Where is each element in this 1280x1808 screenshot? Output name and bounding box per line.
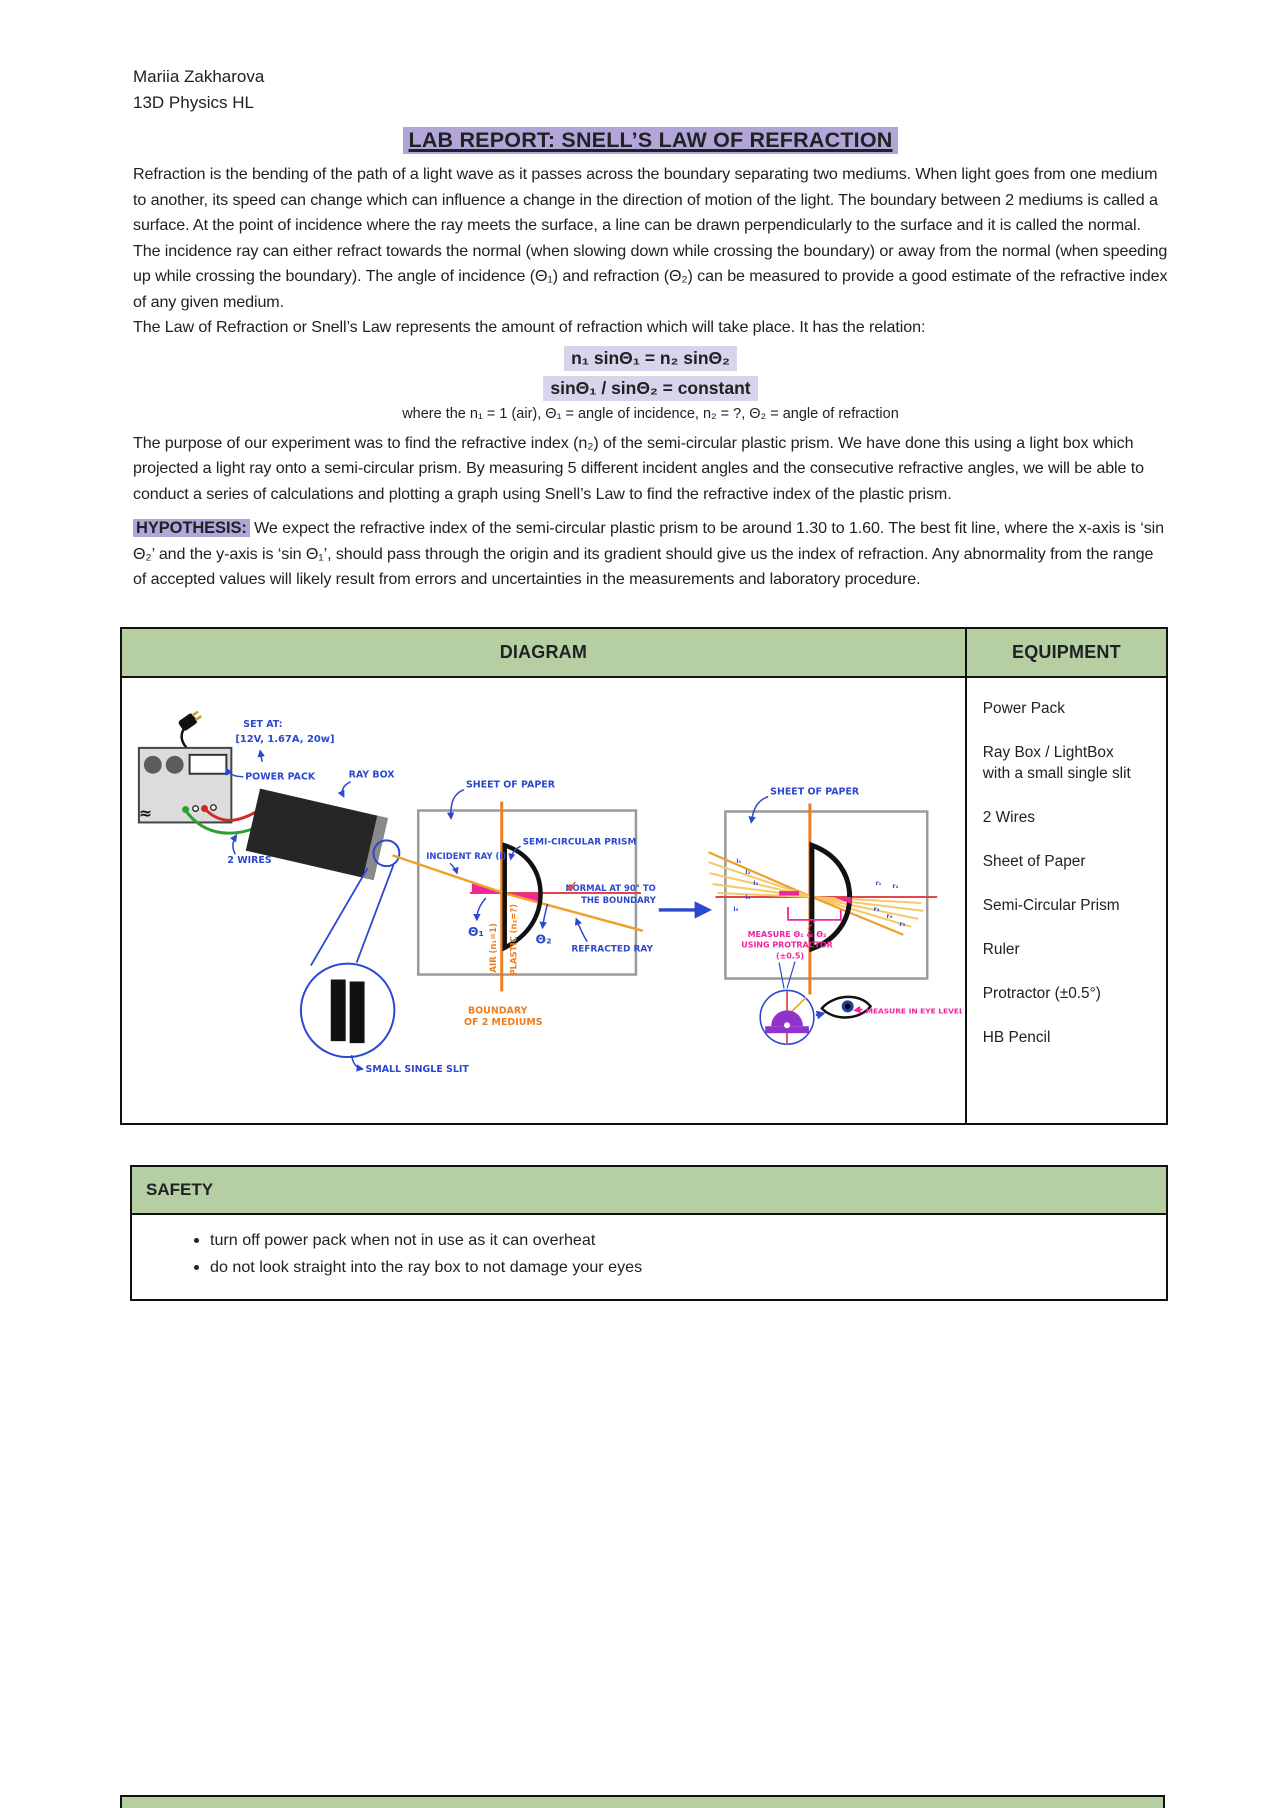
diagram-header: DIAGRAM — [121, 628, 966, 677]
ray-label-r1: r₁ — [875, 878, 882, 887]
small-single-slit-label: SMALL SINGLE SLIT — [365, 1063, 469, 1075]
hypothesis-text: We expect the refractive index of the semi-circular plastic prism to be around 1.30 to 1.60. The best fit line, where the x-axis is ‘sin Θ₂’ and the y-axis is ‘sin Θ₁’, should pass through the origin and its gradient should give us the index of refraction. Any abnormality from the range of accepted values will likely result from errors and uncertainties in the measurements and laboratory procedure. — [133, 519, 1164, 588]
equipment-item: Protractor (±0.5°) — [982, 984, 1101, 1002]
equipment-item: Ray Box / LightBox with a small single slit — [982, 743, 1131, 782]
ray-label-i1: i₁ — [736, 856, 742, 865]
terminal — [193, 805, 199, 811]
plastic-label: PLASTIC (n₂=?) — [508, 903, 519, 976]
diagram-cell — [121, 677, 966, 1124]
power-pack-display — [190, 754, 227, 773]
ray-label-i2: i₂ — [745, 867, 751, 876]
diagram-equipment-table — [120, 627, 1168, 1125]
protractor-origin — [784, 1022, 790, 1028]
power-pack-knob — [144, 755, 162, 773]
next-section-header-partial — [120, 1795, 1165, 1808]
snells-law-formula: n₁ sinΘ₁ = n₂ sinΘ₂ — [564, 346, 737, 371]
slit-plate-left — [331, 979, 346, 1041]
formula-row-1 — [133, 346, 1168, 371]
hypothesis-paragraph — [133, 516, 1168, 593]
theta2-label: Θ₂ — [535, 931, 552, 947]
purpose-paragraph: The purpose of our experiment was to find the refractive index (n₂) of the semi-circular plastic prism. We have done this using a light box which projected a light ray onto a semi-circular prism. By measuring 5 different incident angles and the consecutive refractive angles, we will be able to conduct a series of calculations and plotting a graph using Snell’s Law to find the refractive index of the plastic prism. — [133, 433, 1144, 503]
ray-label-r4: r₄ — [886, 911, 893, 920]
formula-row-2 — [133, 376, 1168, 401]
magnifier-line — [311, 868, 368, 965]
eye-level-label: MEASURE IN EYE LEVEL — [865, 1005, 962, 1015]
arrow-to-eye — [816, 1013, 824, 1015]
arrow — [233, 835, 237, 854]
plug-icon — [177, 708, 203, 731]
ray-label-r2: r₂ — [892, 881, 899, 890]
arrow — [855, 1009, 863, 1010]
refracted-ray-label: REFRACTED RAY — [571, 944, 653, 955]
equipment-item: Power Pack — [982, 699, 1065, 717]
formula-legend: where the n₁ = 1 (air), Θ₁ = angle of incidence, n₂ = ?, Θ₂ = angle of refraction — [402, 405, 899, 422]
power-pack-label: POWER PACK — [245, 771, 316, 783]
ray-box — [246, 788, 388, 880]
ray-label-r3: r₃ — [873, 904, 880, 913]
constant-formula: sinΘ₁ / sinΘ₂ = constant — [543, 376, 757, 401]
normal-label-2: THE BOUNDARY — [581, 894, 656, 905]
magnifier-line — [357, 865, 394, 962]
safety-body — [131, 1214, 1167, 1300]
prism-label: SEMI-CIRCULAR PRISM — [522, 836, 637, 847]
boundary-label-2: OF 2 MEDIUMS — [463, 1016, 543, 1028]
sheet-of-paper-label-1: SHEET OF PAPER — [465, 779, 556, 791]
law-paragraph: The Law of Refraction or Snell’s Law represents the amount of refraction which will take place. It has the relation: — [133, 318, 926, 336]
set-at-label: SET AT: — [243, 718, 283, 730]
two-wires-label: 2 WIRES — [227, 854, 272, 866]
slit-plate-right — [350, 981, 365, 1043]
slit-zoom-circle — [301, 963, 394, 1056]
safety-table — [130, 1165, 1168, 1301]
measure-protractor-label-2: USING PROTRACTOR — [741, 940, 833, 950]
title-row — [133, 128, 1168, 153]
course-name: 13D Physics HL — [133, 93, 254, 112]
ray-label-i3: i₃ — [753, 878, 759, 887]
lab-setup-diagram — [122, 678, 962, 1118]
power-pack-knob — [166, 755, 184, 773]
ray-label-r5: r₅ — [899, 919, 906, 928]
arrow — [260, 750, 262, 761]
equipment-item: Semi-Circular Prism — [982, 896, 1120, 914]
sheet-of-paper-label-2: SHEET OF PAPER — [770, 786, 860, 798]
equipment-header: EQUIPMENT — [966, 628, 1167, 677]
terminal — [211, 804, 217, 810]
ray-label-i5: i₅ — [733, 904, 739, 913]
arrow — [342, 781, 350, 796]
safety-header: SAFETY — [131, 1166, 1167, 1214]
ray-label-i4: i₄ — [745, 892, 751, 901]
safety-list — [210, 1227, 1146, 1281]
equipment-item: Sheet of Paper — [982, 852, 1086, 870]
air-label: AIR (n₁=1) — [487, 922, 498, 973]
equipment-cell — [966, 677, 1167, 1124]
measure-protractor-label-3: (±0.5) — [776, 951, 805, 961]
ac-symbol: ≈ — [138, 802, 153, 822]
set-at-value: [12V, 1.67A, 20w] — [235, 733, 335, 745]
hypothesis-label: HYPOTHESIS: — [133, 519, 250, 537]
equipment-item: 2 Wires — [982, 808, 1035, 826]
author-name: Mariia Zakharova — [133, 67, 265, 86]
ray-box-label: RAY BOX — [348, 769, 395, 781]
normal-label-1: NORMAL AT 90° TO — [565, 882, 656, 893]
equipment-item: Ruler — [982, 940, 1020, 958]
safety-bullet: • turn off power pack when not in use as it can overheat — [210, 1227, 1146, 1254]
measure-protractor-label-1: MEASURE Θ₁ & Θ₂ — [747, 929, 827, 939]
boundary-label-1: BOUNDARY — [467, 1004, 528, 1016]
angle-marker-pink — [779, 891, 799, 895]
theta1-label: Θ₁ — [467, 923, 484, 939]
equipment-item: HB Pencil — [982, 1028, 1051, 1046]
safety-bullet: • do not look straight into the ray box to not damage your eyes — [210, 1254, 1146, 1281]
eye-pupil — [845, 1003, 851, 1009]
page-title: LAB REPORT: SNELL’S LAW OF REFRACTION — [403, 127, 899, 154]
incident-ray-label: INCIDENT RAY (i) — [426, 850, 507, 861]
intro-paragraph: Refraction is the bending of the path of a light wave as it passes across the boundary separating two mediums. When light goes from one medium to another, its speed can change which can influence a change in the direction of motion of the light. The boundary between 2 mediums is called a surface. At the point of incidence where the ray meets the surface, a line can be drawn perpendicularly to the surface and it is called the normal. The incidence ray can either refract towards the normal (when slowing down while crossing the boundary) or away from the normal (when speeding up while crossing the boundary). The angle of incidence (Θ₁) and refraction (Θ₂) can be measured to provide a good estimate of the refractive index of any given medium. — [133, 165, 1168, 311]
